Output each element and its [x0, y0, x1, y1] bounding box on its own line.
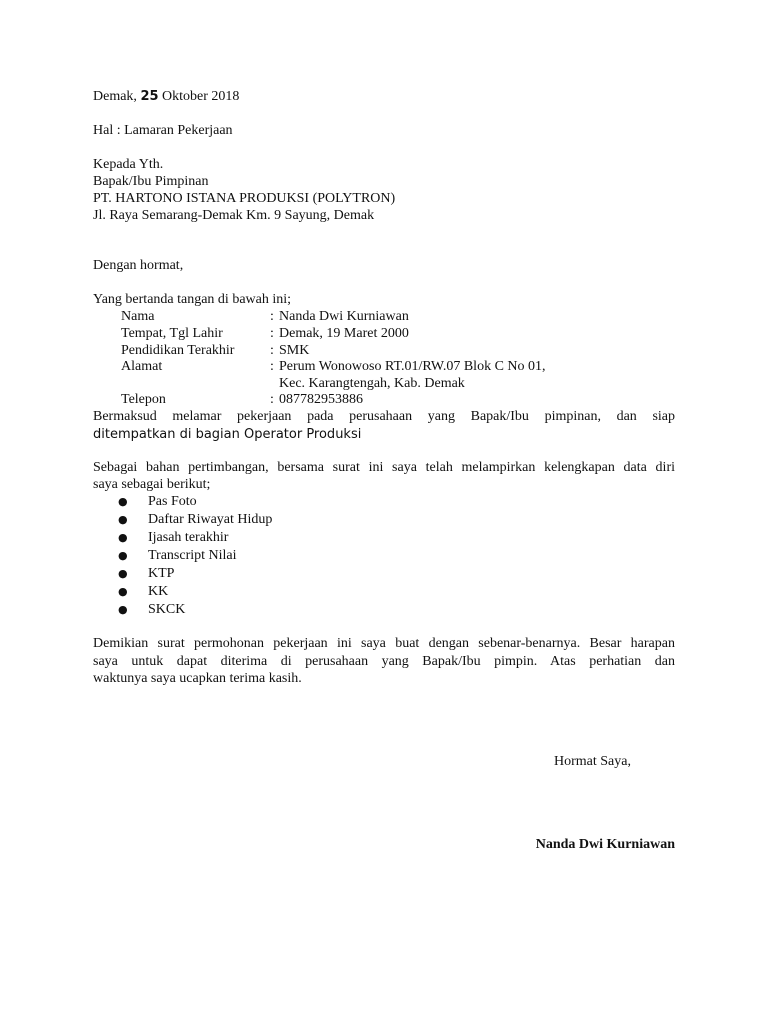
bullet-icon: ●	[118, 603, 128, 616]
field-value-phone: 087782953886	[279, 392, 363, 407]
purpose-line-1: Bermaksud melamar pekerjaan pada perusahaan yang Bapak/Ibu pimpinan, dan siap	[93, 409, 675, 424]
letter-page: Demak, 25 Oktober 2018 Hal : Lamaran Pekerjaan Kepada Yth. Bapak/Ibu Pimpinan PT. HARTONO ISTANA PRODUKSI (POLYTRON) Jl. Raya Semarang-Demak Km. 9 Sayung, Demak Dengan hormat, Yang bertanda tangan di bawah ini; Nama : Nanda Dwi Kurniawan Tempat, Tgl Lahir : Demak, 19 Maret 2000 Pendidikan Terakhir : SMK Alamat : Perum Wonowoso RT.01/RW.07 Blok C No 01, Kec. Karangtengah, Kab. Demak Telepon : 087782953886 Bermaksud melamar pekerjaan pada perusahaan yang Bapak/Ibu pimpinan, dan siap ditempatkan di bagian Operator Produksi Sebagai bahan pertimbangan, bersama surat ini saya telah melampirkan kelengkapan data diri saya sebagai berikut; ● Pas Foto ● Daftar Riwayat Hidup ● Ijasah terakhir ● Transcript Nilai ● KTP ● KK ● SKCK Demikian surat permohonan pekerjaan ini saya buat dengan sebenar-benarnya. Besar harapan saya untuk dapat diterima di perusahaan yang Bapak/Ibu pimpin. Atas perhatian dan waktunya saya ucapkan terima kasih. Hormat Saya, Nanda Dwi Kurniawan	[93, 89, 675, 852]
attachments-intro-line-2: saya sebagai berikut;	[93, 477, 211, 492]
letter-date: Demak, 25 Oktober 2018	[93, 89, 240, 104]
signer-name: Nanda Dwi Kurniawan	[535, 837, 675, 852]
field-colon: :	[270, 326, 274, 341]
field-colon: :	[270, 309, 274, 324]
field-value-address: Perum Wonowoso RT.01/RW.07 Blok C No 01,	[279, 359, 546, 374]
recipient-line-4: Jl. Raya Semarang-Demak Km. 9 Sayung, Demak	[93, 208, 375, 223]
field-colon: :	[270, 392, 274, 407]
field-value-address-line-2: Kec. Karangtengah, Kab. Demak	[279, 376, 465, 391]
bullet-icon: ●	[118, 585, 128, 598]
bullet-icon: ●	[118, 567, 128, 580]
field-label-name: Nama	[121, 309, 155, 324]
bullet-icon: ●	[118, 531, 128, 544]
date-day: 25	[140, 89, 159, 104]
field-value-education: SMK	[279, 343, 310, 358]
closing-line-3: waktunya saya ucapkan terima kasih.	[93, 671, 302, 686]
letter-subject: Hal : Lamaran Pekerjaan	[93, 123, 233, 138]
field-label-education: Pendidikan Terakhir	[121, 343, 235, 358]
greeting: Dengan hormat,	[93, 258, 184, 273]
field-value-birth: Demak, 19 Maret 2000	[279, 326, 409, 341]
field-colon: :	[270, 343, 274, 358]
field-value-name: Nanda Dwi Kurniawan	[279, 309, 409, 324]
bullet-icon: ●	[118, 495, 128, 508]
bullet-icon: ●	[118, 513, 128, 526]
intro-text: Yang bertanda tangan di bawah ini;	[93, 292, 292, 307]
bullet-icon: ●	[118, 549, 128, 562]
recipient-line-2: Bapak/Ibu Pimpinan	[93, 174, 209, 189]
field-label-address: Alamat	[121, 359, 163, 374]
recipient-line-3: PT. HARTONO ISTANA PRODUKSI (POLYTRON)	[93, 191, 396, 206]
closing-line-2: saya untuk dapat diterima di perusahaan yang Bapak/Ibu pimpin. Atas perhatian dan	[93, 654, 675, 669]
field-label-phone: Telepon	[121, 392, 166, 407]
field-colon: :	[270, 359, 274, 374]
purpose-line-2: ditempatkan di bagian Operator Produksi	[93, 427, 362, 442]
closing-line-1: Demikian surat permohonan pekerjaan ini saya buat dengan sebenar-benarnya. Besar harapan	[93, 636, 675, 651]
signoff: Hormat Saya,	[554, 754, 631, 769]
recipient-line-1: Kepada Yth.	[93, 157, 164, 172]
field-label-birth: Tempat, Tgl Lahir	[121, 326, 223, 341]
attachments-intro-line-1: Sebagai bahan pertimbangan, bersama surat ini saya telah melampirkan kelengkapan data diri	[93, 460, 675, 475]
